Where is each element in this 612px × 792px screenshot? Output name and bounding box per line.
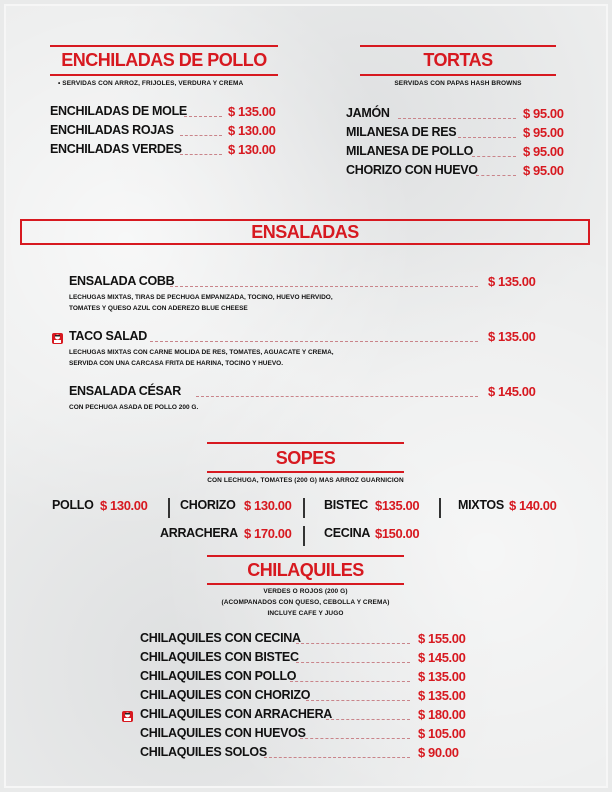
enchiladas-title: ENCHILADAS DE POLLO [61, 50, 267, 70]
separator [303, 498, 305, 518]
menu-item-price: $ 130.00 [228, 142, 276, 157]
menu-item-name: CHILAQUILES CON CECINA [140, 631, 301, 645]
separator [303, 526, 305, 546]
menu-item-price: $ 145.00 [488, 384, 536, 399]
menu-item-name: MILANESA DE POLLO [346, 144, 474, 158]
enchiladas-top-rule [50, 45, 278, 47]
sopes-note: CON LECHUGA, TOMATES (200 G) MAS ARROZ GUARNICION [207, 477, 404, 484]
menu-item-name: CHILAQUILES CON CHORIZO [140, 688, 311, 702]
menu-item-name: JAMÓN [346, 106, 390, 120]
menu-item-price: $ 95.00 [523, 125, 564, 140]
menu-item-description: SERVIDA CON UNA CARCASA FRITA DE HARINA, TOCINO Y HUEVO. [69, 360, 284, 367]
menu-item-price: $ 95.00 [523, 144, 564, 159]
sope-name: BISTEC [324, 498, 369, 512]
leader-dots [150, 341, 478, 342]
menu-item-price: $ 95.00 [523, 106, 564, 121]
tortas-title: TORTAS [423, 50, 493, 70]
menu-item-price: $ 130.00 [228, 123, 276, 138]
tortas-note: SERVIDAS CON PAPAS HASH BROWNS [394, 80, 522, 87]
sope-name: CHORIZO [180, 498, 236, 512]
tortas-top-rule [360, 45, 556, 47]
leader-dots [184, 116, 222, 117]
menu-item-name: MILANESA DE RES [346, 125, 457, 139]
ensaladas-title: ENSALADAS [251, 222, 359, 242]
tortas-bottom-rule [360, 74, 556, 76]
leader-dots [476, 175, 516, 176]
leader-dots [290, 681, 410, 682]
leader-dots [180, 154, 222, 155]
sope-price: $ 140.00 [509, 498, 557, 513]
sope-name: ARRACHERA [160, 526, 238, 540]
sopes-bottom-rule [207, 471, 404, 473]
leader-dots [180, 135, 222, 136]
menu-item-price: $ 135.00 [488, 329, 536, 344]
chilaquiles-bottom-rule [207, 583, 404, 585]
chilaquiles-note: VERDES O ROJOS (200 G) [263, 588, 348, 595]
leader-dots [264, 757, 410, 758]
menu-item-name: ENSALADA COBB [69, 274, 175, 288]
leader-dots [300, 738, 410, 739]
chilaquiles-top-rule [207, 555, 404, 557]
menu-item-price: $ 155.00 [418, 631, 466, 646]
leader-dots [398, 118, 516, 119]
leader-dots [472, 156, 516, 157]
menu-item-description: LECHUGAS MIXTAS CON CARNE MOLIDA DE RES, TOMATES, AGUACATE Y CREMA, [69, 349, 334, 356]
sopes-title: SOPES [275, 448, 336, 468]
sope-price: $ 130.00 [100, 498, 148, 513]
menu-item-name: ENCHILADAS DE MOLE [50, 104, 187, 118]
menu-item-name: CHILAQUILES CON HUEVOS [140, 726, 306, 740]
menu-item-price: $ 180.00 [418, 707, 466, 722]
menu-item-name: ENCHILADAS VERDES [50, 142, 182, 156]
sope-name: MIXTOS [458, 498, 504, 512]
chilaquiles-note: INCLUYE CAFE Y JUGO [267, 610, 344, 617]
menu-item-name: CHORIZO CON HUEVO [346, 163, 478, 177]
sope-name: POLLO [52, 498, 94, 512]
sope-price: $ 170.00 [244, 526, 292, 541]
menu-item-price: $ 135.00 [418, 669, 466, 684]
leader-dots [326, 719, 410, 720]
sope-price: $150.00 [375, 526, 420, 541]
sope-name: CECINA [324, 526, 371, 540]
menu-item-price: $ 135.00 [228, 104, 276, 119]
leader-dots [306, 700, 410, 701]
chilaquiles-title: CHILAQUILES [247, 560, 364, 580]
separator [168, 498, 170, 518]
leader-dots [296, 643, 410, 644]
menu-item-name: TACO SALAD [69, 329, 148, 343]
separator [439, 498, 441, 518]
enchiladas-note: • SERVIDAS CON ARROZ, FRIJOLES, VERDURA Y CREMA [58, 80, 244, 87]
leader-dots [296, 662, 410, 663]
sope-price: $ 130.00 [244, 498, 292, 513]
menu-item-price: $ 105.00 [418, 726, 466, 741]
menu-item-description: CON PECHUGA ASADA DE POLLO 200 G. [69, 404, 199, 411]
menu-item-name: ENSALADA CÉSAR [69, 384, 182, 398]
leader-dots [170, 286, 478, 287]
menu-item-price: $ 95.00 [523, 163, 564, 178]
menu-item-name: CHILAQUILES SOLOS [140, 745, 267, 759]
menu-item-description: LECHUGAS MIXTAS, TIRAS DE PECHUGA EMPANIZADA, TOCINO, HUEVO HERVIDO, [69, 294, 333, 301]
menu-item-price: $ 135.00 [488, 274, 536, 289]
enchiladas-bottom-rule [50, 74, 278, 76]
chilaquiles-note: (ACOMPANADOS CON QUESO, CEBOLLA Y CREMA) [221, 599, 390, 606]
menu-item-description: TOMATES Y QUESO AZUL CON ADEREZO BLUE CHEESE [69, 305, 248, 312]
menu-item-price: $ 135.00 [418, 688, 466, 703]
chef-recommendation-icon [51, 332, 64, 345]
menu-item-price: $ 90.00 [418, 745, 459, 760]
leader-dots [458, 137, 516, 138]
sopes-top-rule [207, 442, 404, 444]
menu-item-name: CHILAQUILES CON ARRACHERA [140, 707, 333, 721]
sope-price: $135.00 [375, 498, 420, 513]
chef-recommendation-icon [121, 710, 134, 723]
menu-item-name: CHILAQUILES CON POLLO [140, 669, 297, 683]
menu-item-name: ENCHILADAS ROJAS [50, 123, 174, 137]
menu-item-price: $ 145.00 [418, 650, 466, 665]
menu-item-name: CHILAQUILES CON BISTEC [140, 650, 299, 664]
leader-dots [196, 396, 478, 397]
